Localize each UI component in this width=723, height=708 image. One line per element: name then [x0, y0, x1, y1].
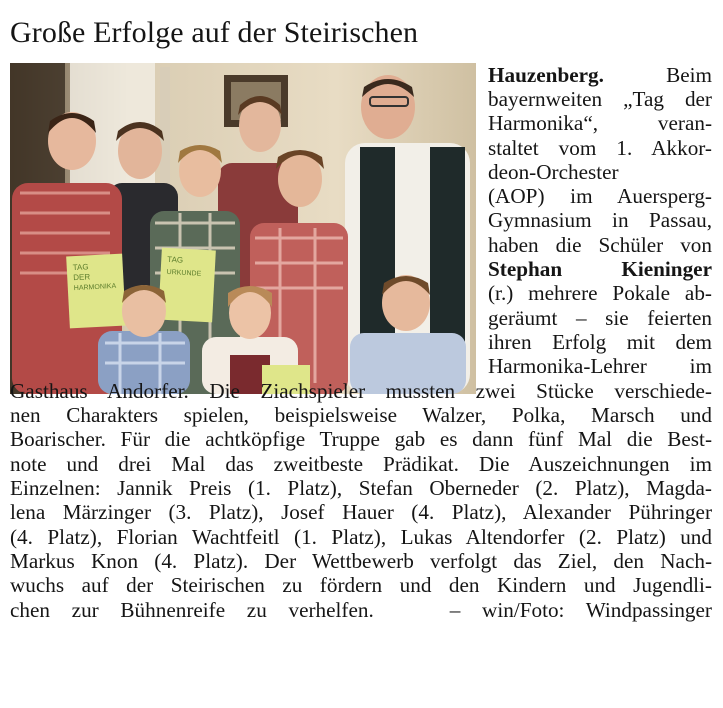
article-line-14: Gasthaus Andorfer. Die Ziachspieler mussten zwei Stücke verschiede- [10, 379, 712, 403]
certificate-left-label-3: HARMONIKA [73, 282, 117, 293]
article-line-15: nen Charakters spielen, beispielsweise Walzer, Polka, Marsch und [10, 403, 712, 427]
article-line-19: lena Märzinger (3. Platz), Josef Hauer (4. Platz), Alexander Pühringer [10, 500, 712, 524]
article-line-17: note und drei Mal das zweitbeste Prädikat. Die Auszeichnungen im [10, 452, 712, 476]
certificate-right-label: TAG [167, 254, 184, 265]
certificate-right [158, 248, 216, 323]
article-line-20: (4. Platz), Florian Wachtfeitl (1. Platz), Lukas Altendorfer (2. Platz) und [10, 525, 712, 549]
group-photo [10, 63, 476, 394]
article-line-7: Gymnasium in Passau, [488, 208, 712, 232]
article-line-2: bayernweiten „Tag der [488, 87, 712, 111]
dateline: Hauzenberg. [488, 63, 604, 87]
article-last-sentence: chen zur Bühnenreife zu verhelfen. [10, 598, 374, 622]
article-line-21: Markus Knon (4. Platz). Der Wettbewerb verfolgt das Ziel, den Nach- [10, 549, 712, 573]
article-line-8: haben die Schüler von [488, 233, 712, 257]
certificate-right-label-2: URKUNDE [166, 268, 202, 278]
article-line-10: (r.) mehrere Pokale ab- [488, 281, 712, 305]
article-line-11: geräumt – sie feierten [488, 306, 712, 330]
article-line-22: wuchs auf der Steirischen zu fördern und den Kindern und Jugendli- [10, 573, 712, 597]
article-line-5: deon-Orchester [488, 160, 619, 184]
article-line-4: staltet vom 1. Akkor- [488, 136, 712, 160]
article-line-16: Boarischer. Für die achtköpfige Truppe gab es dann fünf Mal die Best- [10, 427, 712, 451]
article-line-13: Harmonika-Lehrer im [488, 354, 712, 378]
article-line-1-text: Beim [666, 63, 712, 87]
certificate-left-label: TAG [72, 262, 89, 273]
article-line-6: (AOP) im Auersperg- [488, 184, 712, 208]
article-line-12: ihren Erfolg mit dem [488, 330, 712, 354]
article-line-teacher-name: Stephan Kieninger [488, 257, 712, 281]
article-line-23 [10, 598, 712, 622]
headline: Große Erfolge auf der Steirischen [10, 16, 419, 49]
article-line-1 [488, 63, 712, 87]
photo-credit: – win/Foto: Windpassinger [449, 598, 712, 622]
article-line-18: Einzelnen: Jannik Preis (1. Platz), Stefan Oberneder (2. Platz), Magda- [10, 476, 712, 500]
certificate-left-label-2: DER [73, 272, 91, 283]
certificate-left [66, 254, 126, 329]
article-line-3: Harmonika“, veran- [488, 111, 712, 135]
